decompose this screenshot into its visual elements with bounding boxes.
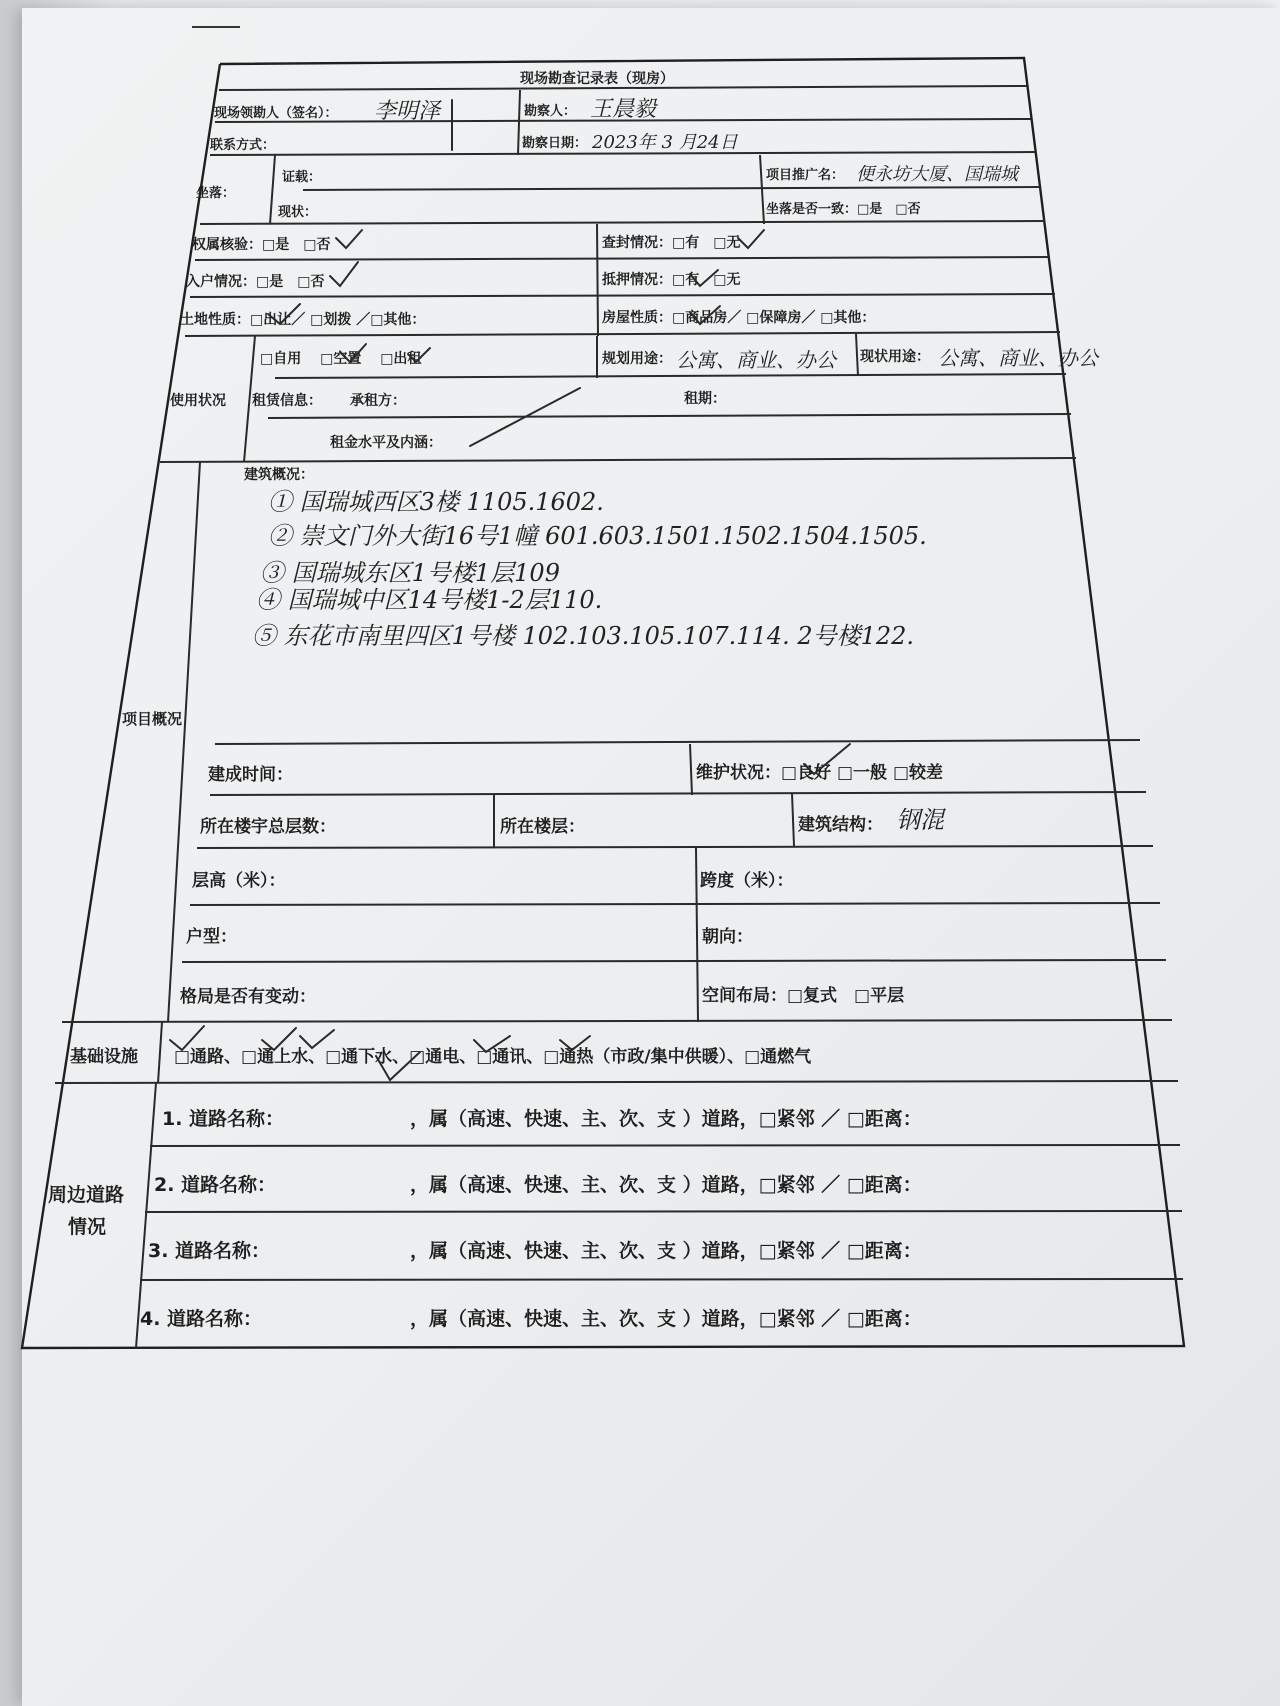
usage-options: □自用 □空置 □出租 [260,351,422,367]
orientation-label: 朝向： [702,927,753,947]
usage-section-label: 使用状况 [170,393,226,409]
location-match: 坐落是否一致：□是 □否 [766,202,921,217]
land-nature: 土地性质：□出让／ □划拨 ／□其他： [180,312,426,328]
form-title: 现场勘查记录表（现房） [520,71,674,87]
building-line-5: ⑤ 东花市南里四区1号楼 102.103.105.107.114. 2号楼122. [252,622,915,650]
road-1-name-label: 1. 道路名称： [162,1108,285,1130]
checkmark-icon [690,270,718,286]
guide-signature: 李明泽 [374,99,441,124]
unit-type-label: 户型： [186,927,237,947]
planned-use-value: 公寓、商业、办公 [676,348,836,372]
checkmark-icon [690,306,720,324]
checkmark-icon [336,230,362,248]
road-3-name-label: 3. 道路名称： [148,1240,271,1262]
infrastructure-section-label: 基础设施 [70,1047,138,1067]
mortgage-status: 抵押情况：□有 □无 [602,272,741,288]
road-2-details: ，属（高速、快速、主、次、支 ）道路，□紧邻 ／ □距离： [410,1174,922,1196]
checkmark-icon [376,1052,420,1080]
location-label: 坐落： [196,186,236,201]
lease-info-label: 租赁信息： [252,393,322,409]
ownership-check: 权属核验：□是 □否 [192,237,331,253]
current-use-label: 现状用途： [860,349,930,365]
roads-section-label-2: 情况 [68,1216,107,1238]
checkmark-icon [262,1028,296,1050]
structure-value: 钢混 [896,806,944,834]
checkmark-icon [408,348,430,362]
strike-line-icon [470,388,580,446]
date-label: 勘察日期： [522,136,588,151]
building-line-3: ③ 国瑞城东区1号楼1层109 [260,559,560,587]
status-label: 现状： [278,205,318,220]
infrastructure-items: □通路、□通上水、□通下水、□通电、□通讯、□通热（市政/集中供暖）、□通燃气 [174,1047,812,1067]
checkmark-icon [560,1036,590,1050]
surveyor-name: 王晨毅 [590,97,657,122]
tenant-label: 承租方： [350,393,406,409]
road-2-name-label: 2. 道路名称： [154,1174,277,1196]
road-1-details: ，属（高速、快速、主、次、支 ）道路，□紧邻 ／ □距离： [410,1108,922,1130]
checkmark-icon [474,1036,510,1052]
surveyor-label: 勘察人： [524,104,577,119]
entry-status: 入户情况：□是 □否 [186,274,325,290]
checkmark-icon [804,744,850,774]
current-use-value: 公寓、商业、办公 [938,346,1098,370]
contact-label: 联系方式： [210,138,276,153]
floor-label: 所在楼层： [500,817,585,837]
checkmark-icon [170,1026,204,1050]
building-overview-label: 建筑概况： [244,467,314,483]
building-line-1: ① 国瑞城西区3楼 1105.1602. [268,488,604,516]
planned-use-label: 规划用途： [602,351,672,367]
checkmark-icon [340,344,366,362]
date-value: 2023年 3 月24日 [592,132,738,153]
project-name-value: 便永坊大厦、国瑞城 [856,164,1018,185]
checkmark-icon [300,1030,334,1048]
span-label: 跨度（米）： [700,871,794,891]
cert-label: 证载： [282,170,322,185]
layout-change-label: 格局是否有变动： [180,987,316,1007]
road-3-details: ，属（高速、快速、主、次、支 ）道路，□紧邻 ／ □距离： [410,1240,922,1262]
space-layout: 空间布局：□复式 □平层 [702,986,905,1006]
checkmark-icon [330,262,358,286]
lease-term-label: 租期： [684,391,726,407]
storey-height-label: 层高（米）： [192,871,286,891]
structure-label: 建筑结构： [798,815,883,835]
checkmark-icon [738,230,764,248]
total-floors-label: 所在楼宇总层数： [200,817,336,837]
project-name-label: 项目推广名： [766,168,845,183]
building-line-4: ④ 国瑞城中区14号楼1-2层110. [256,586,603,614]
rent-level-label: 租金水平及内涵： [330,435,442,451]
seal-status: 查封情况：□有 □无 [602,235,741,251]
building-line-2: ② 崇文门外大街16号1幢 601.603.1501.1502.1504.1505. [268,522,927,550]
road-4-name-label: 4. 道路名称： [140,1308,263,1330]
guide-signature-label: 现场领勘人（签名）： [214,106,338,121]
house-nature: 房屋性质：□商品房／ □保障房／ □其他： [602,310,876,326]
built-time-label: 建成时间： [208,765,293,785]
project-section-label: 项目概况 [122,710,183,728]
maintenance-status: 维护状况：□良好 □一般 □较差 [696,763,944,783]
road-4-details: ，属（高速、快速、主、次、支 ）道路，□紧邻 ／ □距离： [410,1308,922,1330]
checkmark-icon [268,304,300,324]
roads-section-label-1: 周边道路 [48,1184,125,1206]
